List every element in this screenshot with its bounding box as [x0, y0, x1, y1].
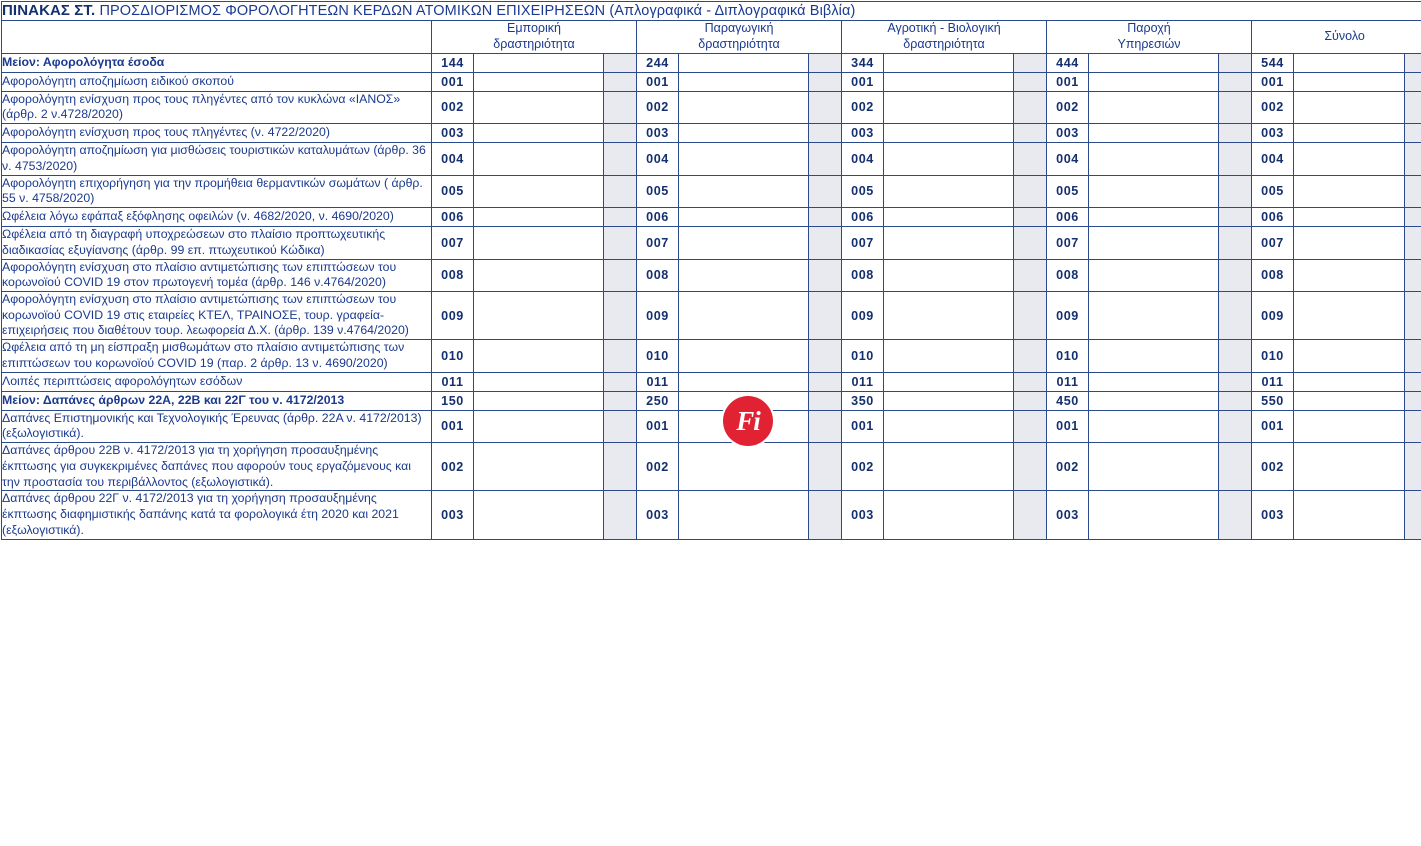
row-code: 002 [842, 443, 884, 491]
row-code: 001 [842, 72, 884, 91]
row-value-input[interactable] [884, 124, 1014, 143]
row-label: Μείον: Αφορολόγητα έσοδα [2, 53, 432, 72]
row-value-input[interactable] [474, 143, 604, 175]
row-value-input[interactable] [884, 53, 1014, 72]
row-shaded-cell [809, 124, 842, 143]
row-shaded-cell [1405, 208, 1421, 227]
row-value-input[interactable] [1089, 208, 1219, 227]
row-code: 005 [1047, 175, 1089, 207]
row-code: 003 [432, 124, 474, 143]
row-value-input[interactable] [884, 410, 1014, 442]
row-code: 010 [1047, 340, 1089, 372]
row-code: 006 [432, 208, 474, 227]
row-shaded-cell [809, 443, 842, 491]
row-code: 003 [1252, 124, 1294, 143]
column-header-row [2, 21, 1421, 53]
row-label: Αφορολόγητη ενίσχυση προς τους πληγέντες από τον κυκλώνα «ΙΑΝΟΣ» (άρθρ. 2 ν.4728/2020) [2, 91, 432, 123]
row-shaded-cell [1014, 372, 1047, 391]
row-code: 250 [637, 391, 679, 410]
row-value-input[interactable] [679, 143, 809, 175]
row-shaded-cell [809, 91, 842, 123]
row-code: 003 [842, 491, 884, 539]
row-shaded-cell [809, 410, 842, 442]
row-value-input[interactable] [474, 175, 604, 207]
row-value-input[interactable] [474, 340, 604, 372]
row-value-input[interactable] [1294, 391, 1405, 410]
row-value-input[interactable] [679, 53, 809, 72]
row-shaded-cell [1014, 208, 1047, 227]
row-value-input[interactable] [1089, 227, 1219, 259]
row-code: 350 [842, 391, 884, 410]
row-code: 011 [1252, 372, 1294, 391]
table-row [2, 175, 1421, 207]
row-value-input[interactable] [1294, 53, 1405, 72]
row-value-input[interactable] [1294, 259, 1405, 291]
row-shaded-cell [1014, 291, 1047, 339]
row-value-input[interactable] [1294, 124, 1405, 143]
row-value-input[interactable] [884, 340, 1014, 372]
row-shaded-cell [604, 53, 637, 72]
row-code: 004 [842, 143, 884, 175]
row-shaded-cell [604, 372, 637, 391]
row-code: 010 [842, 340, 884, 372]
row-shaded-cell [1405, 227, 1421, 259]
row-value-input[interactable] [679, 175, 809, 207]
row-code: 006 [1047, 208, 1089, 227]
row-shaded-cell [1405, 53, 1421, 72]
row-value-input[interactable] [679, 91, 809, 123]
row-code: 005 [842, 175, 884, 207]
row-code: 009 [637, 291, 679, 339]
row-value-input[interactable] [1294, 491, 1405, 539]
row-value-input[interactable] [1089, 372, 1219, 391]
row-code: 007 [432, 227, 474, 259]
row-code: 002 [842, 91, 884, 123]
row-shaded-cell [1219, 208, 1252, 227]
row-code: 007 [1047, 227, 1089, 259]
row-value-input[interactable] [474, 443, 604, 491]
row-value-input[interactable] [884, 259, 1014, 291]
row-code: 002 [1252, 91, 1294, 123]
row-code: 004 [1252, 143, 1294, 175]
row-value-input[interactable] [474, 372, 604, 391]
row-shaded-cell [604, 72, 637, 91]
row-code: 009 [1252, 291, 1294, 339]
row-value-input[interactable] [474, 72, 604, 91]
row-shaded-cell [809, 175, 842, 207]
row-value-input[interactable] [1294, 410, 1405, 442]
row-shaded-cell [1405, 410, 1421, 442]
row-code: 001 [637, 410, 679, 442]
row-code: 344 [842, 53, 884, 72]
row-value-input[interactable] [474, 208, 604, 227]
row-code: 244 [637, 53, 679, 72]
row-code: 001 [432, 72, 474, 91]
row-shaded-cell [604, 227, 637, 259]
row-code: 002 [432, 443, 474, 491]
row-label: Μείον: Δαπάνες άρθρων 22Α, 22Β και 22Γ του ν. 4172/2013 [2, 391, 432, 410]
row-value-input[interactable] [884, 491, 1014, 539]
row-label: Ωφέλεια λόγω εφάπαξ εξόφλησης οφειλών (ν. 4682/2020, ν. 4690/2020) [2, 208, 432, 227]
row-shaded-cell [809, 208, 842, 227]
row-shaded-cell [1405, 443, 1421, 491]
row-label: Αφορολόγητη ενίσχυση στο πλαίσιο αντιμετώπισης των επιπτώσεων του κορωνοϊού COVID 19 στον πρωτογενή τομέα (άρθρ. 146 ν.4764/2020) [2, 259, 432, 291]
row-shaded-cell [1219, 53, 1252, 72]
row-shaded-cell [809, 259, 842, 291]
row-code: 002 [637, 91, 679, 123]
row-shaded-cell [1219, 259, 1252, 291]
row-code: 001 [842, 410, 884, 442]
row-value-input[interactable] [884, 291, 1014, 339]
row-shaded-cell [1219, 91, 1252, 123]
row-code: 001 [1252, 72, 1294, 91]
table-row [2, 208, 1421, 227]
row-shaded-cell [1219, 391, 1252, 410]
row-code: 002 [1047, 91, 1089, 123]
row-shaded-cell [1014, 391, 1047, 410]
column-header-commercial [432, 21, 637, 53]
row-shaded-cell [1014, 124, 1047, 143]
fi-logo-icon: Fi [723, 396, 773, 446]
column-header-total [1252, 21, 1421, 53]
row-code: 008 [1252, 259, 1294, 291]
row-shaded-cell [1405, 72, 1421, 91]
row-shaded-cell [1405, 372, 1421, 391]
row-value-input[interactable] [474, 91, 604, 123]
row-value-input[interactable] [1294, 372, 1405, 391]
row-code: 003 [842, 124, 884, 143]
table-row [2, 391, 1421, 410]
row-label: Αφορολόγητη επιχορήγηση για την προμήθεια θερμαντικών σωμάτων ( άρθρ. 55 ν. 4758/2020) [2, 175, 432, 207]
row-code: 011 [432, 372, 474, 391]
row-shaded-cell [809, 491, 842, 539]
row-code: 009 [1047, 291, 1089, 339]
row-shaded-cell [1014, 72, 1047, 91]
row-value-input[interactable] [1089, 491, 1219, 539]
row-shaded-cell [1405, 491, 1421, 539]
row-code: 006 [842, 208, 884, 227]
row-value-input[interactable] [884, 227, 1014, 259]
table-row [2, 124, 1421, 143]
row-value-input[interactable] [474, 391, 604, 410]
column-header-production [637, 21, 842, 53]
row-shaded-cell [1405, 91, 1421, 123]
row-code: 550 [1252, 391, 1294, 410]
row-shaded-cell [1405, 143, 1421, 175]
title-row [2, 2, 1421, 21]
row-shaded-cell [1219, 291, 1252, 339]
row-shaded-cell [604, 259, 637, 291]
table-row [2, 291, 1421, 339]
row-value-input[interactable] [884, 208, 1014, 227]
row-code: 007 [1252, 227, 1294, 259]
row-shaded-cell [1014, 175, 1047, 207]
row-code: 003 [1252, 491, 1294, 539]
row-value-input[interactable] [474, 124, 604, 143]
row-value-input[interactable] [1089, 340, 1219, 372]
row-value-input[interactable] [1089, 259, 1219, 291]
row-shaded-cell [809, 340, 842, 372]
row-code: 004 [432, 143, 474, 175]
row-value-input[interactable] [474, 410, 604, 442]
row-value-input[interactable] [1089, 91, 1219, 123]
row-value-input[interactable] [884, 72, 1014, 91]
header-line1: Παραγωγική [704, 21, 774, 36]
row-shaded-cell [1219, 491, 1252, 539]
row-value-input[interactable] [474, 491, 604, 539]
row-value-input[interactable] [679, 72, 809, 91]
row-value-input[interactable] [1089, 443, 1219, 491]
row-value-input[interactable] [1089, 143, 1219, 175]
row-shaded-cell [1405, 340, 1421, 372]
row-value-input[interactable] [474, 259, 604, 291]
header-line2: δραστηριότητα [698, 37, 780, 52]
row-shaded-cell [1014, 143, 1047, 175]
row-code: 010 [432, 340, 474, 372]
row-code: 001 [637, 72, 679, 91]
row-shaded-cell [604, 443, 637, 491]
row-code: 007 [637, 227, 679, 259]
row-value-input[interactable] [1294, 291, 1405, 339]
row-code: 003 [637, 491, 679, 539]
row-code: 008 [637, 259, 679, 291]
row-code: 003 [1047, 124, 1089, 143]
row-value-input[interactable] [679, 291, 809, 339]
row-value-input[interactable] [1294, 340, 1405, 372]
row-code: 011 [637, 372, 679, 391]
table-row [2, 443, 1421, 491]
row-shaded-cell [604, 291, 637, 339]
row-label: Αφορολόγητη ενίσχυση στο πλαίσιο αντιμετώπισης των επιπτώσεων του κορωνοϊού COVID 19 στις εταιρείες ΚΤΕΛ, ΤΡΑΙΝΟΣΕ, τουρ. γραφεία-επιχειρήσεις που διαθέτουν τουρ. λεωφορεία Δ.Χ. (άρθρ. 139 ν.4764/2020) [2, 291, 432, 339]
row-shaded-cell [1405, 124, 1421, 143]
row-shaded-cell [1405, 175, 1421, 207]
row-code: 003 [1047, 491, 1089, 539]
row-code: 005 [1252, 175, 1294, 207]
row-shaded-cell [604, 208, 637, 227]
row-code: 444 [1047, 53, 1089, 72]
row-value-input[interactable] [679, 340, 809, 372]
column-header-services [1047, 21, 1252, 53]
row-code: 004 [1047, 143, 1089, 175]
row-value-input[interactable] [884, 443, 1014, 491]
column-header-agricultural [842, 21, 1047, 53]
row-value-input[interactable] [1294, 175, 1405, 207]
row-code: 008 [432, 259, 474, 291]
row-code: 006 [1252, 208, 1294, 227]
row-shaded-cell [1405, 259, 1421, 291]
row-label: Δαπάνες Επιστημονικής και Τεχνολογικής Έρευνας (άρθρ. 22Α ν. 4172/2013) (εξωλογιστικά). [2, 410, 432, 442]
row-code: 002 [1252, 443, 1294, 491]
row-code: 009 [432, 291, 474, 339]
row-shaded-cell [604, 143, 637, 175]
row-value-input[interactable] [1089, 124, 1219, 143]
row-shaded-cell [604, 410, 637, 442]
row-value-input[interactable] [1294, 227, 1405, 259]
row-label: Δαπάνες άρθρου 22Γ ν. 4172/2013 για τη χορήγηση προσαυξημένης έκπτωσης διαφημιστικής δαπάνης κατά τα φορολογικά έτη 2020 και 2021 (εξωλογιστικά). [2, 491, 432, 539]
row-value-input[interactable] [884, 143, 1014, 175]
title-strong: ΠΙΝΑΚΑΣ ΣΤ. [2, 2, 96, 19]
header-line2: δραστηριότητα [493, 37, 575, 52]
row-shaded-cell [1219, 340, 1252, 372]
row-value-input[interactable] [679, 259, 809, 291]
table-row [2, 340, 1421, 372]
row-shaded-cell [1014, 410, 1047, 442]
row-value-input[interactable] [1089, 53, 1219, 72]
row-label: Αφορολόγητη ενίσχυση προς τους πληγέντες (ν. 4722/2020) [2, 124, 432, 143]
row-shaded-cell [809, 391, 842, 410]
row-value-input[interactable] [1089, 175, 1219, 207]
header-line1: Αγροτική - Βιολογική [887, 21, 1001, 36]
row-shaded-cell [809, 227, 842, 259]
row-shaded-cell [604, 91, 637, 123]
row-code: 011 [842, 372, 884, 391]
row-code: 450 [1047, 391, 1089, 410]
header-line1: Σύνολο [1324, 29, 1365, 44]
row-shaded-cell [1219, 410, 1252, 442]
page-title [2, 2, 1421, 21]
row-code: 010 [637, 340, 679, 372]
row-code: 001 [432, 410, 474, 442]
row-code: 002 [432, 91, 474, 123]
table-row [2, 53, 1421, 72]
row-shaded-cell [1219, 227, 1252, 259]
row-shaded-cell [809, 291, 842, 339]
row-code: 004 [637, 143, 679, 175]
table-row [2, 372, 1421, 391]
row-code: 005 [637, 175, 679, 207]
row-value-input[interactable] [1294, 91, 1405, 123]
row-value-input[interactable] [1294, 208, 1405, 227]
row-shaded-cell [1219, 124, 1252, 143]
row-value-input[interactable] [679, 372, 809, 391]
row-value-input[interactable] [1089, 291, 1219, 339]
header-line1: Εμπορική [506, 21, 562, 36]
row-code: 002 [637, 443, 679, 491]
row-code: 006 [637, 208, 679, 227]
row-code: 001 [1252, 410, 1294, 442]
row-value-input[interactable] [474, 291, 604, 339]
row-code: 544 [1252, 53, 1294, 72]
row-value-input[interactable] [679, 227, 809, 259]
row-code: 003 [637, 124, 679, 143]
row-label: Αφορολόγητη αποζημίωση για μισθώσεις τουριστικών καταλυμάτων (άρθρ. 36 ν. 4753/2020) [2, 143, 432, 175]
table-row [2, 227, 1421, 259]
row-label: Ωφέλεια από τη μη είσπραξη μισθωμάτων στο πλαίσιο αντιμετώπισης των επιπτώσεων του κορωνοϊού COVID 19 (παρ. 2 άρθρ. 13 ν. 4690/2020) [2, 340, 432, 372]
row-shaded-cell [1219, 72, 1252, 91]
row-label: Ωφέλεια από τη διαγραφή υποχρεώσεων στο πλαίσιο προπτωχευτικής διαδικασίας εξυγίανσης (άρθρ. 99 επ. πτωχευτικού Κώδικα) [2, 227, 432, 259]
row-code: 002 [1047, 443, 1089, 491]
row-code: 005 [432, 175, 474, 207]
row-shaded-cell [809, 143, 842, 175]
row-code: 001 [1047, 72, 1089, 91]
row-shaded-cell [604, 175, 637, 207]
row-label: Λοιπές περιπτώσεις αφορολόγητων εσόδων [2, 372, 432, 391]
row-shaded-cell [1014, 491, 1047, 539]
row-shaded-cell [1219, 443, 1252, 491]
row-code: 008 [1047, 259, 1089, 291]
row-value-input[interactable] [1089, 72, 1219, 91]
row-label: Αφορολόγητη αποζημίωση ειδικού σκοπού [2, 72, 432, 91]
table-row [2, 491, 1421, 539]
row-code: 009 [842, 291, 884, 339]
row-shaded-cell [604, 391, 637, 410]
row-shaded-cell [604, 491, 637, 539]
row-code: 007 [842, 227, 884, 259]
row-value-input[interactable] [679, 208, 809, 227]
row-value-input[interactable] [679, 124, 809, 143]
header-line1: Παροχή [1127, 21, 1171, 36]
row-code: 144 [432, 53, 474, 72]
row-value-input[interactable] [474, 227, 604, 259]
row-code: 008 [842, 259, 884, 291]
row-shaded-cell [1014, 91, 1047, 123]
row-label: Δαπάνες άρθρου 22Β ν. 4172/2013 για τη χορήγηση προσαυξημένης έκπτωσης για συγκεκριμένες δαπάνες που αφορούν τους εργαζόμενους και την προστασία του περιβάλλοντος (εξωλογιστικά). [2, 443, 432, 491]
table-row [2, 91, 1421, 123]
row-shaded-cell [1014, 259, 1047, 291]
row-shaded-cell [1405, 291, 1421, 339]
row-shaded-cell [1405, 391, 1421, 410]
row-shaded-cell [1014, 227, 1047, 259]
title-rest: ΠΡΟΣΔΙΟΡΙΣΜΟΣ ΦΟΡΟΛΟΓΗΤΕΩΝ ΚΕΡΔΩΝ ΑΤΟΜΙΚΩΝ ΕΠΙΧΕΙΡΗΣΕΩΝ (Απλογραφικά - Διπλογραφικά Βιβλία) [99, 3, 856, 19]
row-value-input[interactable] [884, 175, 1014, 207]
row-value-input[interactable] [1294, 72, 1405, 91]
row-shaded-cell [1014, 443, 1047, 491]
header-spacer [2, 21, 432, 53]
row-code: 011 [1047, 372, 1089, 391]
row-shaded-cell [809, 72, 842, 91]
row-shaded-cell [604, 340, 637, 372]
table-row [2, 72, 1421, 91]
row-value-input[interactable] [1089, 410, 1219, 442]
row-shaded-cell [1219, 143, 1252, 175]
table-row [2, 259, 1421, 291]
row-shaded-cell [1219, 372, 1252, 391]
row-shaded-cell [809, 372, 842, 391]
row-shaded-cell [1219, 175, 1252, 207]
row-value-input[interactable] [679, 491, 809, 539]
row-shaded-cell [1014, 340, 1047, 372]
row-value-input[interactable] [884, 91, 1014, 123]
row-value-input[interactable] [1294, 443, 1405, 491]
row-code: 003 [432, 491, 474, 539]
table-row [2, 410, 1421, 442]
header-line2: Υπηρεσιών [1117, 37, 1181, 52]
row-shaded-cell [809, 53, 842, 72]
row-value-input[interactable] [884, 372, 1014, 391]
row-value-input[interactable] [1089, 391, 1219, 410]
tax-form-table [1, 1, 1421, 540]
row-value-input[interactable] [1294, 143, 1405, 175]
header-line2: δραστηριότητα [903, 37, 985, 52]
row-code: 001 [1047, 410, 1089, 442]
table-row [2, 143, 1421, 175]
row-shaded-cell [604, 124, 637, 143]
row-code: 010 [1252, 340, 1294, 372]
row-shaded-cell [1014, 53, 1047, 72]
row-code: 150 [432, 391, 474, 410]
row-value-input[interactable] [679, 443, 809, 491]
row-value-input[interactable] [884, 391, 1014, 410]
row-value-input[interactable] [474, 53, 604, 72]
